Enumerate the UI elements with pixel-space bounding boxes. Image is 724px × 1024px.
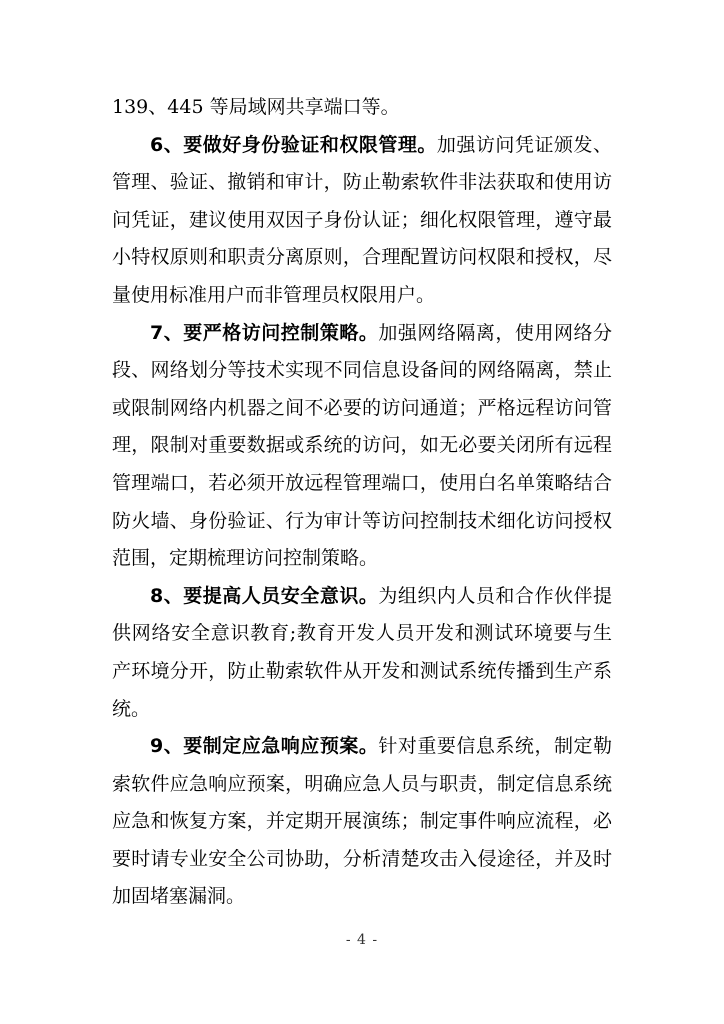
page-number: - 4 -: [345, 932, 379, 948]
paragraph-continuation: [112, 89, 612, 127]
paragraph-text: 加强访问凭证颁发、管理、验证、撤销和审计，防止勒索软件非法获取和使用访问凭证，建议使用双因子身份认证；细化权限管理，遵守最小特权原则和职责分离原则，合理配置访问权限和授权，尽量使用标准用户而非管理员权限用户。: [112, 133, 612, 306]
paragraph-heading: 8、要提高人员安全意识。: [150, 584, 379, 607]
paragraph-text: 加强网络隔离，使用网络分段、网络划分等技术实现不同信息设备间的网络隔离，禁止或限制网络内机器之间不必要的访问通道；严格远程访问管理，限制对重要数据或系统的访问，如无必要关闭所有远程管理端口，若必须开放远程管理端口，使用白名单策略结合防火墙、身份验证、行为审计等访问控制技术细化访问授权范围，定期梳理访问控制策略。: [112, 321, 612, 570]
body-text: [112, 89, 612, 916]
paragraph-heading: 7、要严格访问控制策略。: [150, 321, 379, 344]
paragraph-item-8: [112, 578, 612, 728]
paragraph-item-7: [112, 315, 612, 578]
paragraph-item-6: [112, 127, 612, 315]
paragraph-text: 为组织内人员和合作伙伴提供网络安全意识教育;教育开发人员开发和测试环境要与生产环境分开，防止勒索软件从开发和测试系统传播到生产系统。: [112, 584, 612, 720]
paragraph-item-9: [112, 728, 612, 916]
paragraph-text: 针对重要信息系统，制定勒索软件应急响应预案，明确应急人员与职责，制定信息系统应急和恢复方案，并定期开展演练；制定事件响应流程，必要时请专业安全公司协助，分析清楚攻击入侵途径，并及时加固堵塞漏洞。: [112, 735, 612, 908]
paragraph-heading: 6、要做好身份验证和权限管理。: [150, 133, 437, 156]
paragraph-heading: 9、要制定应急响应预案。: [150, 735, 379, 758]
paragraph-text: 139、445 等局域网共享端口等。: [112, 96, 400, 118]
